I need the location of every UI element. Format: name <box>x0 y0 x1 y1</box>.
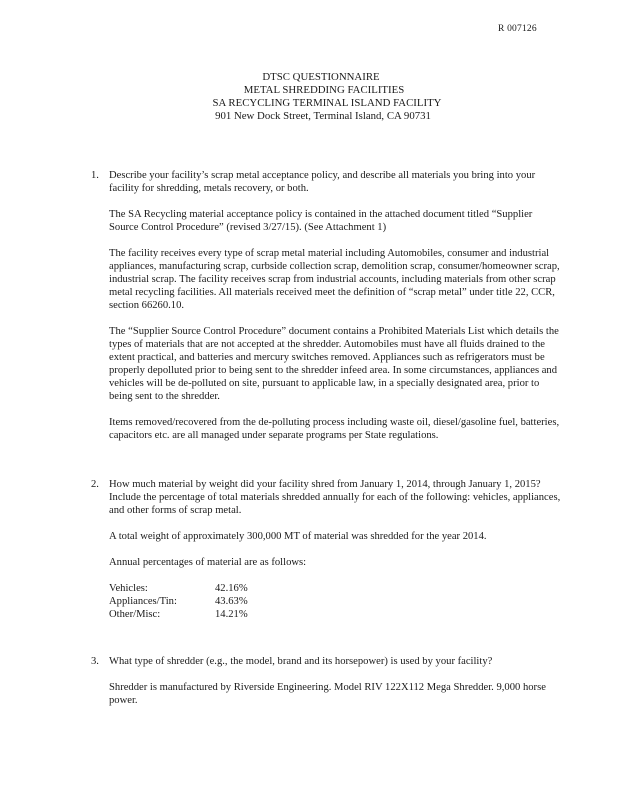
answer-paragraph: Shredder is manufactured by Riverside Engineering. Model RIV 122X112 Mega Shredder. 9,000 horse power. <box>109 682 546 706</box>
question-text: Describe your facility’s scrap metal acceptance policy, and describe all materials you bring into your facility for shredding, metals recovery, or both. <box>109 170 536 194</box>
question-text: How much material by weight did your facility shred from January 1, 2014, through January 1, 2015? Include the percentage of total materials shredded annually for each of the following: vehicles, appliances, and other forms of scrap metal. <box>109 479 561 516</box>
answer-paragraph: The facility receives every type of scrap metal material including Automobiles, consumer and industrial appliances, manufacturing scrap, curbside collection scrap, demolition scrap, consumer/homeowner scrap, industrial scrap. The facility receives scrap from industrial accounts, including materials from other scrap metal recycling facilities. All materials received meet the definition of “scrap metal” under title 22, CCR, section 66260.10. <box>109 248 560 311</box>
header-facility-name: SA RECYCLING TERMINAL ISLAND FACILITY <box>212 97 442 109</box>
question-number: 3. <box>91 656 99 667</box>
material-percentages-table <box>109 582 248 621</box>
material-value: 14.21% <box>215 609 248 620</box>
material-label: Vehicles: <box>109 583 148 594</box>
material-label: Appliances/Tin: <box>109 596 177 607</box>
question-1 <box>91 169 561 442</box>
answer-paragraph: A total weight of approximately 300,000 MT of material was shredded for the year 2014. <box>109 531 487 542</box>
question-2 <box>91 478 561 621</box>
header-address: 901 New Dock Street, Terminal Island, CA 90731 <box>215 110 431 122</box>
question-number: 2. <box>91 479 99 490</box>
answer-paragraph: The “Supplier Source Control Procedure” document contains a Prohibited Materials List which details the types of materials that are not accepted at the shredder. Automobiles must have all fluids drained to the extent practical, and batteries and mercury switches removed. Appliances such as refrigerators must be properly depolluted prior to being sent to the shredder infeed area. In some circumstances, appliances and vehicles will be de-polluted on site, pursuant to applicable law, in a specially designated area, prior to being sent to the shredder. <box>109 326 559 402</box>
material-label: Other/Misc: <box>109 609 161 620</box>
answer-paragraph: Annual percentages of material are as follows: <box>109 557 307 568</box>
material-value: 42.16% <box>215 583 248 594</box>
header-title: DTSC QUESTIONNAIRE <box>262 71 380 83</box>
answer-paragraph: Items removed/recovered from the de-polluting process including waste oil, diesel/gasoline fuel, batteries, capacitors etc. are all managed under separate programs per State regulations. <box>109 417 560 441</box>
answer-paragraph: The SA Recycling material acceptance policy is contained in the attached document titled “Supplier Source Control Procedure” (revised 3/27/15). (See Attachment 1) <box>109 209 533 233</box>
question-text: What type of shredder (e.g., the model, brand and its horsepower) is used by your facility? <box>109 656 493 667</box>
table-row <box>109 582 248 595</box>
table-row <box>109 595 248 608</box>
question-number: 1. <box>91 170 99 181</box>
question-3 <box>91 655 561 707</box>
document-id: R 007126 <box>498 24 537 34</box>
material-value: 43.63% <box>215 596 248 607</box>
header-subtitle: METAL SHREDDING FACILITIES <box>243 84 405 96</box>
table-row <box>109 608 248 621</box>
document-header <box>0 71 618 123</box>
